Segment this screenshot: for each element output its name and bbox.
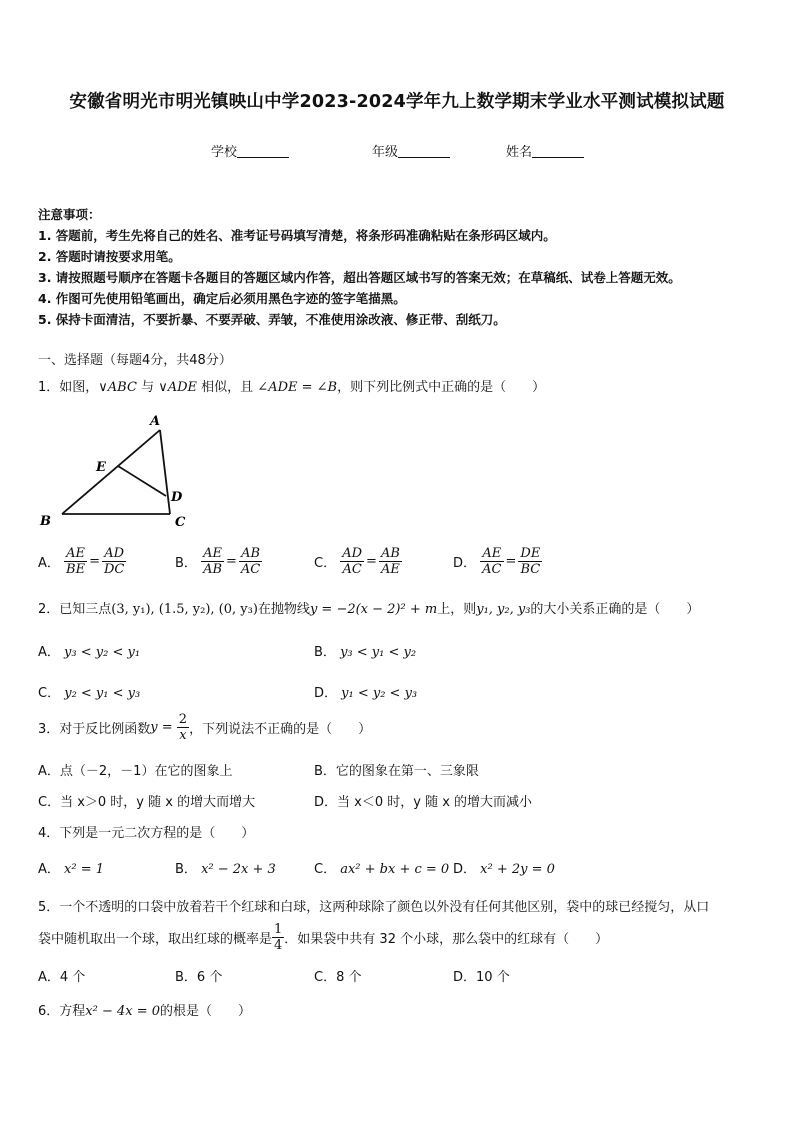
q2-option-b[interactable]: B． y₃ < y₁ < y₂ xyxy=(314,645,417,660)
triangle-figure xyxy=(36,408,196,532)
notes-heading: 注意事项： xyxy=(38,207,101,222)
q5-option-c[interactable]: C．8 个 xyxy=(314,970,362,985)
q5-option-b[interactable]: B．6 个 xyxy=(175,970,223,985)
q1-option-d[interactable]: D． $\frac{AE}{AC}$ = $\frac{DE}{BC}$ xyxy=(453,546,541,577)
q4-option-b[interactable]: B． x² − 2x + 3 xyxy=(175,862,276,877)
q2-option-c[interactable]: C． y₂ < y₁ < y₃ xyxy=(38,686,141,701)
question-6-stem: 6．方程x² − 4x = 0的根是（ ） xyxy=(38,1004,252,1019)
q1-option-a[interactable]: A． $\frac{AE}{BE}$ = $\frac{AD}{DC}$ xyxy=(38,546,125,577)
school-label: 学校 xyxy=(211,145,238,160)
note-item: 5. 保持卡面清洁，不要折暴、不要弄破、弄皱，不准使用涂改液、修正带、刮纸刀。 xyxy=(38,312,506,327)
question-5-line-2: 袋中随机取出一个球，取出红球的概率是 $\frac{1}{4}$ ．如果袋中共有 32 个小球，那么袋中的红球有（ ） xyxy=(38,922,609,953)
section-heading: 一、选择题（每题4分，共48分） xyxy=(38,353,232,368)
q5-option-d[interactable]: D．10 个 xyxy=(453,970,510,985)
q2-option-d[interactable]: D． y₁ < y₂ < y₃ xyxy=(314,686,418,701)
q4-option-a[interactable]: A． x² = 1 xyxy=(38,862,105,877)
question-5-line-1: 5．一个不透明的口袋中放着若干个红球和白球，这两种球除了颜色以外没有任何其他区别，袋中的球已经搅匀，从口 xyxy=(38,900,710,915)
q3-option-b[interactable]: B．它的图象在第一、三象限 xyxy=(314,764,479,779)
question-1-stem: 1．如图，∨ABC 与 ∨ADE 相似，且 ∠ADE = ∠B，则下列比例式中正确的是（ ） xyxy=(38,380,546,395)
q3-option-c[interactable]: C．当 x＞0 时，y 随 x 的增大而增大 xyxy=(38,795,256,810)
note-item: 2. 答题时请按要求用笔。 xyxy=(38,249,181,264)
vertex-label-d: D xyxy=(171,490,183,505)
q1-option-b[interactable]: B． $\frac{AE}{AB}$ = $\frac{AB}{AC}$ xyxy=(175,546,261,577)
note-item: 3. 请按照题号顺序在答题卡各题目的答题区域内作答，超出答题区域书写的答案无效；在草稿纸、试卷上答题无效。 xyxy=(38,270,681,285)
school-field[interactable] xyxy=(211,141,289,160)
q1-option-c[interactable]: C． $\frac{AD}{AC}$ = $\frac{AB}{AE}$ xyxy=(314,546,400,577)
note-item: 1. 答题前，考生先将自己的姓名、准考证号码填写清楚，将条形码准确粘贴在条形码区域内。 xyxy=(38,228,556,243)
grade-label: 年级 xyxy=(372,145,399,160)
page-title: 安徽省明光市明光镇映山中学2023-2024学年九上数学期末学业水平测试模拟试题 xyxy=(69,92,725,112)
grade-field[interactable] xyxy=(372,141,450,160)
vertex-label-a: A xyxy=(150,414,161,429)
q4-option-c[interactable]: C． ax² + bx + c = 0 xyxy=(314,862,450,877)
vertex-label-b: B xyxy=(40,514,51,529)
name-field[interactable] xyxy=(506,141,584,160)
q3-option-d[interactable]: D．当 x＜0 时，y 随 x 的增大而减小 xyxy=(314,795,533,810)
q5-option-a[interactable]: A．4 个 xyxy=(38,970,86,985)
q3-option-a[interactable]: A．点（－2，－1）在它的图象上 xyxy=(38,764,233,779)
question-3-stem: 3．对于反比例函数y = $\frac{2}{x}$ ，下列说法不正确的是（ ） xyxy=(38,712,372,743)
note-item: 4. 作图可先使用铅笔画出，确定后必须用黑色字迹的签字笔描黑。 xyxy=(38,291,406,306)
name-label: 姓名 xyxy=(506,145,533,160)
vertex-label-e: E xyxy=(96,460,106,475)
question-4-stem: 4．下列是一元二次方程的是（ ） xyxy=(38,826,255,841)
vertex-label-c: C xyxy=(175,515,186,530)
q4-option-d[interactable]: D． x² + 2y = 0 xyxy=(453,862,555,877)
question-2-stem: 2．已知三点(3, y₁), (1.5, y₂), (0, y₃)在抛物线y = −2(x − 2)² + m上，则y₁, y₂, y₃的大小关系正确的是（ ） xyxy=(38,602,700,617)
q2-option-a[interactable]: A． y₃ < y₂ < y₁ xyxy=(38,645,141,660)
